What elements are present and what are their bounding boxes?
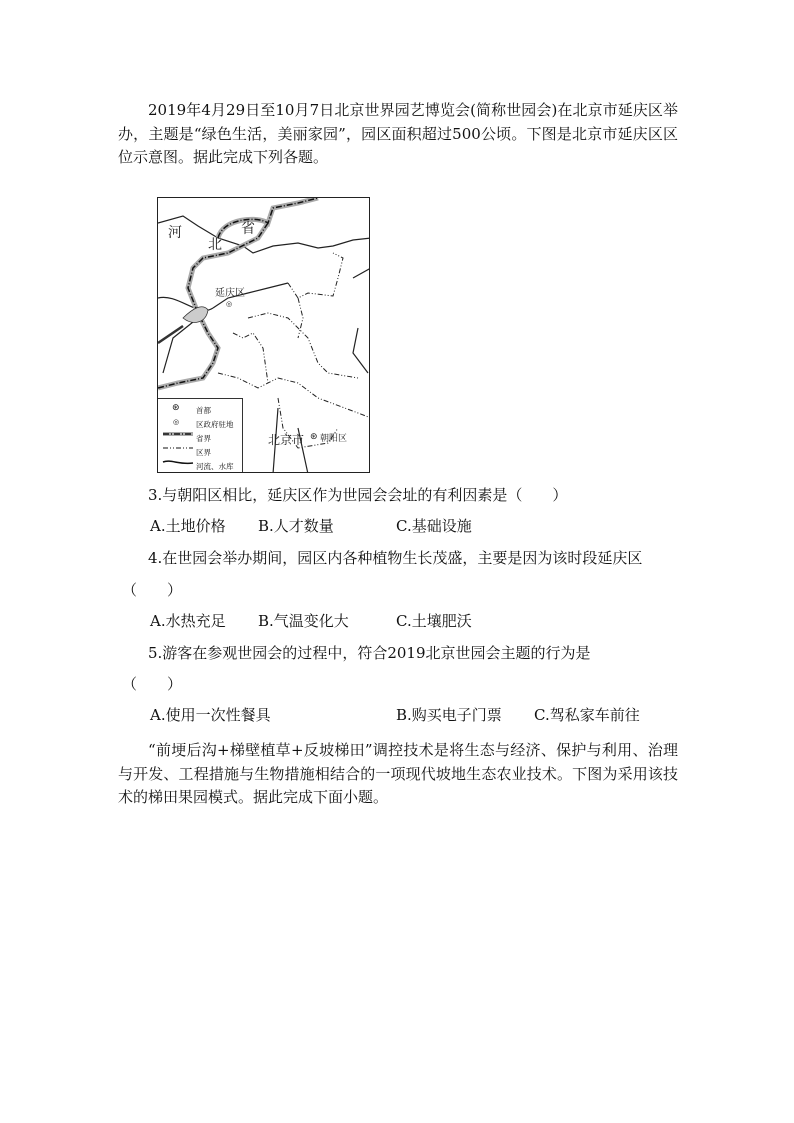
q3-option-c: C.基础设施 (396, 517, 472, 535)
legend-capital: 首都 (196, 406, 211, 415)
yanqing-location-map (157, 197, 370, 473)
seat-legend-icon: ◎ (173, 418, 180, 426)
label-bei: 北 (208, 237, 222, 253)
label-yanqing: 延庆区 (215, 288, 245, 299)
intro-paragraph: 2019年4月29日至10月7日北京世界园艺博览会(简称世园会)在北京市延庆区举办，主题是“绿色生活，美丽家园”，园区面积超过500公顷。下图是北京市延庆区区位示意图。据此完成下列各题。 (118, 101, 678, 166)
question-5-stem: 5.游客在参观世园会的过程中，符合2019北京世园会主题的行为是 (148, 644, 591, 662)
q5-option-b: B.购买电子门票 (396, 706, 502, 724)
legend-district-border: 区界 (196, 448, 211, 457)
label-beijing: 北京市 (268, 433, 305, 447)
q4-option-a: A.水热充足 (150, 612, 226, 630)
capital-legend-icon: ⊛ (172, 403, 180, 413)
capital-icon: ⊛ (310, 432, 318, 442)
q4-paren: （ ） (122, 581, 183, 599)
q4-option-b: B.气温变化大 (258, 612, 349, 630)
legend-river-reservoir: 河流、水库 (196, 462, 234, 471)
label-chaoyang: 朝阳区 (320, 434, 348, 444)
label-sheng: 省 (241, 221, 255, 237)
q3-option-b: B.人才数量 (258, 517, 334, 535)
legend-district-seat: 区政府驻地 (196, 420, 234, 429)
outro-paragraph: “前埂后沟+梯壁植草+反坡梯田”调控技术是将生态与经济、保护与利用、治理与开发、工程措施与生物措施相结合的一项现代坡地生态农业技术。下图为采用该技术的梯田果园模式。据此完成下面小题。 (118, 741, 678, 806)
legend-line-samples (161, 429, 195, 473)
label-he: 河 (168, 225, 182, 241)
q3-option-a: A.土地价格 (150, 517, 226, 535)
question-4-stem: 4.在世园会举办期间，园区内各种植物生长茂盛，主要是因为该时段延庆区 (148, 549, 643, 567)
legend-province-border: 省界 (196, 434, 211, 443)
district-seat-icon: ◎ (226, 300, 233, 308)
question-3-stem: 3.与朝阳区相比，延庆区作为世园会会址的有利因素是（ ） (148, 486, 568, 504)
q5-option-a: A.使用一次性餐具 (150, 706, 271, 724)
map-legend (158, 398, 243, 473)
q5-paren: （ ） (122, 675, 183, 693)
q5-option-c: C.驾私家车前往 (534, 706, 640, 724)
q4-option-c: C.土壤肥沃 (396, 612, 472, 630)
